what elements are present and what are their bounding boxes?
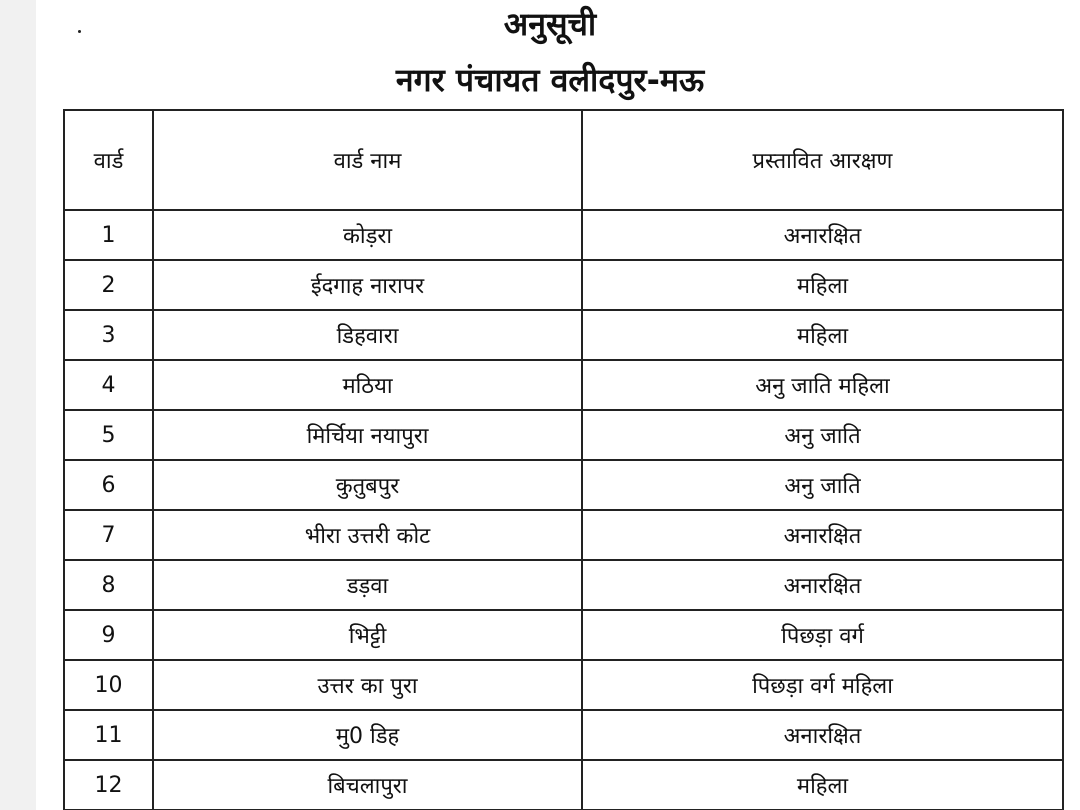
reservation-table	[63, 109, 1064, 810]
ward-number: 5	[64, 410, 153, 460]
ward-reservation: पिछड़ा वर्ग	[582, 610, 1063, 660]
ward-name: ईदगाह नारापर	[153, 260, 582, 310]
ward-number: 6	[64, 460, 153, 510]
ward-name: डिहवारा	[153, 310, 582, 360]
ward-reservation: अनारक्षित	[582, 210, 1063, 260]
table-row	[64, 660, 1063, 710]
ward-name: उत्तर का पुरा	[153, 660, 582, 710]
table-row	[64, 310, 1063, 360]
table-row	[64, 460, 1063, 510]
ward-reservation: महिला	[582, 310, 1063, 360]
ward-name: भिट्टी	[153, 610, 582, 660]
ward-name: मठिया	[153, 360, 582, 410]
table-header-row	[64, 110, 1063, 210]
table-row	[64, 760, 1063, 810]
ward-reservation: अनारक्षित	[582, 560, 1063, 610]
ward-number: 1	[64, 210, 153, 260]
ward-reservation: महिला	[582, 260, 1063, 310]
ward-name: भीरा उत्तरी कोट	[153, 510, 582, 560]
ward-number: 7	[64, 510, 153, 560]
ward-number: 4	[64, 360, 153, 410]
table-row	[64, 610, 1063, 660]
ward-number: 12	[64, 760, 153, 810]
table-row	[64, 360, 1063, 410]
page-left-margin	[0, 0, 36, 810]
ward-number: 11	[64, 710, 153, 760]
ward-reservation: अनारक्षित	[582, 710, 1063, 760]
table-row	[64, 560, 1063, 610]
ward-number: 10	[64, 660, 153, 710]
ward-number: 9	[64, 610, 153, 660]
ward-reservation: महिला	[582, 760, 1063, 810]
table-row	[64, 710, 1063, 760]
ward-name: कुतुबपुर	[153, 460, 582, 510]
table-row	[64, 410, 1063, 460]
ward-reservation: अनु जाति	[582, 460, 1063, 510]
ward-reservation: पिछड़ा वर्ग महिला	[582, 660, 1063, 710]
header-ward-name: वार्ड नाम	[153, 110, 582, 210]
ward-name: मु0 डिह	[153, 710, 582, 760]
document-subtitle: नगर पंचायत वलीदपुर-मऊ	[395, 61, 705, 99]
ward-number: 8	[64, 560, 153, 610]
document-title: अनुसूची	[503, 5, 597, 43]
ward-number: 2	[64, 260, 153, 310]
ward-reservation: अनु जाति	[582, 410, 1063, 460]
ward-name: कोड़रा	[153, 210, 582, 260]
ward-name: डड़वा	[153, 560, 582, 610]
table-row	[64, 510, 1063, 560]
ward-reservation: अनारक्षित	[582, 510, 1063, 560]
table-row	[64, 210, 1063, 260]
ward-number: 3	[64, 310, 153, 360]
header-ward: वार्ड	[64, 110, 153, 210]
table-row	[64, 260, 1063, 310]
ward-name: मिर्चिया नयापुरा	[153, 410, 582, 460]
header-proposed-reservation: प्रस्तावित आरक्षण	[582, 110, 1063, 210]
ward-name: बिचलापुरा	[153, 760, 582, 810]
ward-reservation: अनु जाति महिला	[582, 360, 1063, 410]
